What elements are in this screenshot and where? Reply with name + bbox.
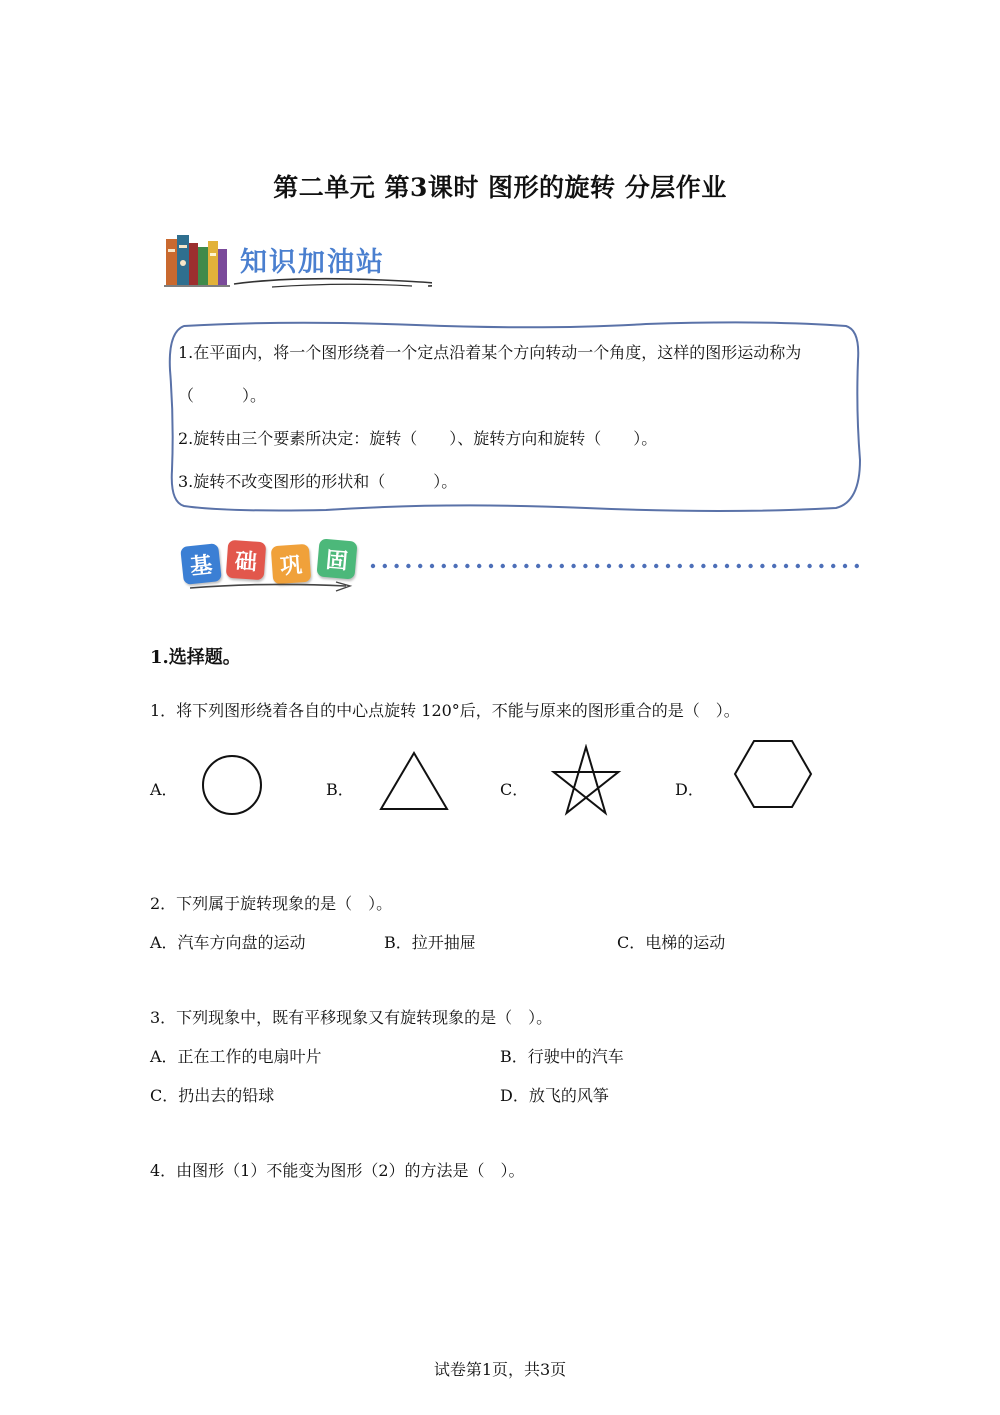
q2-option-c: C．电梯的运动 (617, 933, 726, 952)
knowledge-banner-title: 知识加油站 (240, 247, 385, 278)
divider-dot (489, 564, 493, 568)
books-icon (164, 233, 230, 287)
banner-underline (232, 274, 432, 290)
q3-option-a: A．正在工作的电扇叶片 (150, 1047, 322, 1066)
divider-dot (595, 564, 599, 568)
q3-option-c: C．扔出去的铅球 (150, 1086, 275, 1105)
divider-dot (583, 564, 587, 568)
q1-option-c-label: C． (500, 780, 529, 799)
dotted-divider (368, 556, 864, 566)
divider-dot (748, 564, 752, 568)
divider-dot (807, 564, 811, 568)
divider-dot (701, 564, 705, 568)
question-2: 2．下列属于旋转现象的是（ ）。 (150, 894, 393, 913)
divider-dot (453, 564, 457, 568)
divider-dot (442, 564, 446, 568)
divider-dot (383, 564, 387, 568)
knowledge-line-1: 1.在平面内，将一个图形绕着一个定点沿着某个方向转动一个角度，这样的图形运动称为 (178, 343, 802, 362)
q1-option-d-label: D． (675, 780, 704, 799)
knowledge-line-4: 3.旋转不改变图形的形状和（ ）。 (178, 472, 458, 491)
q2-option-b: B．拉开抽屉 (384, 933, 476, 952)
divider-dot (760, 564, 764, 568)
star-icon (550, 744, 622, 816)
divider-dot (689, 564, 693, 568)
divider-dot (371, 564, 375, 568)
divider-dot (642, 564, 646, 568)
q1-option-a-label: A． (150, 780, 178, 799)
divider-dot (678, 564, 682, 568)
q3-option-b: B．行驶中的汽车 (500, 1047, 624, 1066)
divider-dot (819, 564, 823, 568)
divider-dot (654, 564, 658, 568)
question-4: 4．由图形（1）不能变为图形（2）的方法是（ ）。 (150, 1161, 525, 1180)
divider-dot (477, 564, 481, 568)
banner-swoosh (186, 578, 356, 594)
question-3: 3．下列现象中，既有平移现象又有旋转现象的是（ ）。 (150, 1008, 553, 1027)
q2-option-a: A．汽车方向盘的运动 (150, 933, 306, 952)
divider-dot (512, 564, 516, 568)
banner-tile-3: 巩 (271, 544, 312, 585)
divider-dot (831, 564, 835, 568)
section-heading: 1.选择题。 (150, 647, 241, 668)
divider-dot (725, 564, 729, 568)
divider-dot (772, 564, 776, 568)
divider-dot (465, 564, 469, 568)
question-1: 1．将下列图形绕着各自的中心点旋转 120°后，不能与原来的图形重合的是（ ）。 (150, 701, 740, 720)
divider-dot (406, 564, 410, 568)
divider-dot (501, 564, 505, 568)
page-footer: 试卷第1页，共3页 (433, 1360, 567, 1379)
circle-icon (199, 752, 265, 818)
divider-dot (713, 564, 717, 568)
q3-option-d: D．放飞的风筝 (500, 1086, 609, 1105)
banner-tile-4: 固 (316, 538, 357, 579)
divider-dot (430, 564, 434, 568)
knowledge-line-2: （ ）。 (178, 386, 267, 405)
divider-dot (571, 564, 575, 568)
hexagon-icon (732, 738, 814, 810)
divider-dot (784, 564, 788, 568)
banner-tile-2: 础 (226, 540, 267, 581)
divider-dot (394, 564, 398, 568)
banner-tile-1: 基 (180, 543, 222, 585)
divider-dot (855, 564, 859, 568)
triangle-icon (378, 750, 450, 812)
divider-dot (619, 564, 623, 568)
divider-dot (524, 564, 528, 568)
divider-dot (630, 564, 634, 568)
divider-dot (418, 564, 422, 568)
divider-dot (607, 564, 611, 568)
divider-dot (843, 564, 847, 568)
divider-dot (548, 564, 552, 568)
knowledge-line-3: 2.旋转由三个要素所决定：旋转（ ）、旋转方向和旋转（ ）。 (178, 429, 658, 448)
divider-dot (560, 564, 564, 568)
page-title: 第二单元 第3课时 图形的旋转 分层作业 (273, 173, 727, 202)
divider-dot (536, 564, 540, 568)
q1-option-b-label: B． (326, 780, 354, 799)
divider-dot (796, 564, 800, 568)
divider-dot (666, 564, 670, 568)
divider-dot (737, 564, 741, 568)
